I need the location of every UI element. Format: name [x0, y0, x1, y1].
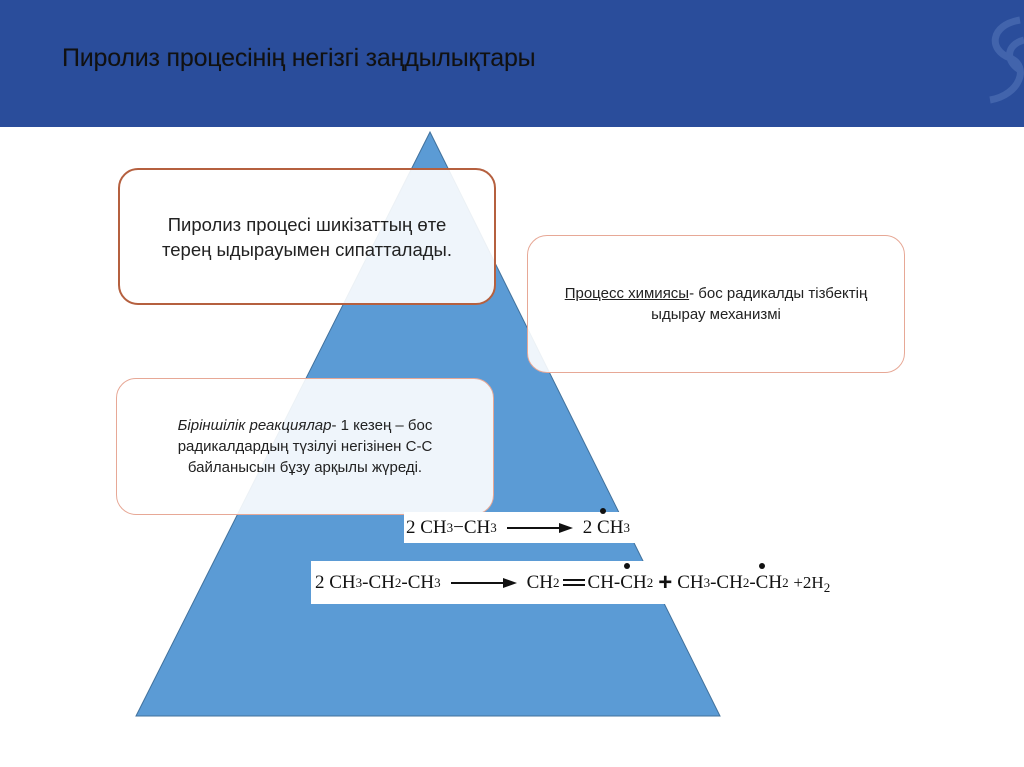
equation-1: 2 CH 3 −CH 3 2 C H 3	[404, 512, 638, 543]
primary-reactions-label: Біріншілік реакциялар	[177, 417, 332, 434]
plus-icon: +	[658, 568, 673, 596]
radical-dot-icon: C	[597, 516, 610, 538]
hydrogen-term: $+2H_2$	[793, 572, 831, 595]
double-bond-icon	[563, 579, 585, 586]
equation-2: 2 CH 3 -CH 2 -CH 3 CH 2 CH- C H 2 + CH 3 -CH 2 - C H 2 $+2H_2$	[311, 561, 893, 604]
statement-box-1	[118, 168, 496, 305]
statement-3-text	[117, 415, 493, 478]
chemistry-label: Процесс химиясы	[564, 285, 690, 302]
eq2-coef-left: 2	[315, 571, 325, 593]
statement-1-text: Пиролиз процесі шикізаттың өте терең ыдырауымен сипатталады.	[162, 213, 452, 260]
arrow-icon	[451, 577, 517, 589]
chemistry-desc: - бос радикалды тізбектің ыдырау механизмі	[651, 285, 868, 323]
arrow-icon	[507, 522, 573, 534]
statement-box-2	[527, 235, 905, 373]
radical-dot-icon: C	[620, 571, 633, 593]
eq1-coef-right: 2	[582, 516, 593, 538]
statement-box-3	[116, 378, 494, 515]
page-title: Пиролиз процесінің негізгі заңдылықтары	[62, 44, 536, 72]
primary-reactions-desc: - 1 кезең – бос радикалдардың түзілуі негізінен С-С байланысын бұзу арқылы жүреді.	[177, 417, 433, 476]
statement-2-text	[528, 283, 904, 325]
radical-dot-icon: C	[755, 571, 769, 593]
eq1-coef-left: 2	[406, 516, 416, 538]
